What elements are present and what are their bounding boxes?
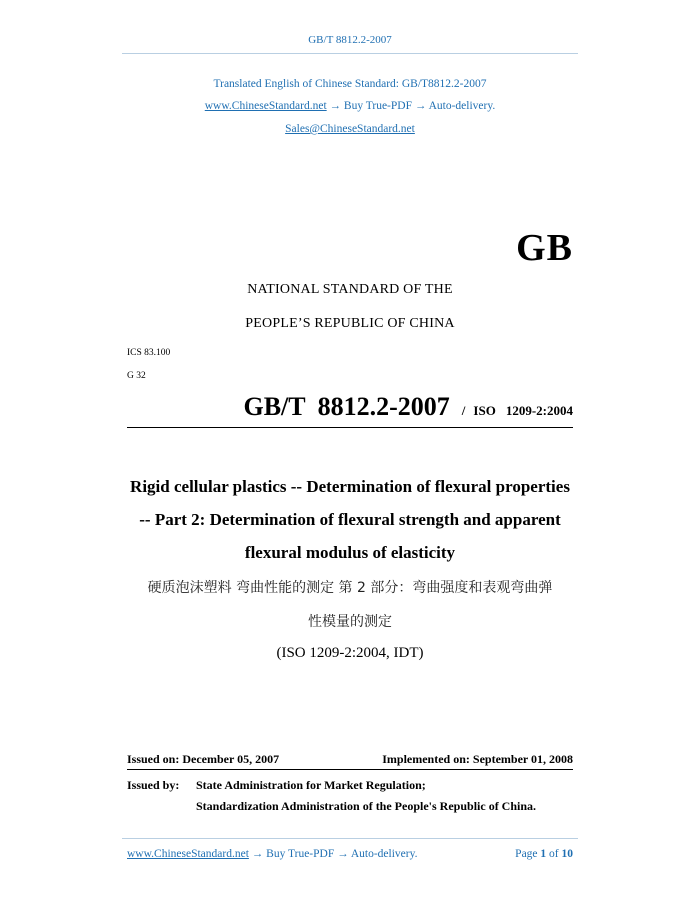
issued-by-label: Issued by: bbox=[127, 778, 180, 792]
implemented-on-date: Implemented on: September 01, 2008 bbox=[382, 752, 573, 766]
dates-rule bbox=[127, 769, 573, 770]
promo-email-link[interactable]: Sales@ChineseStandard.net bbox=[285, 123, 415, 135]
footer-buy-text: → Buy True-PDF → Auto-delivery. bbox=[248, 848, 418, 860]
header-standard-code: GB/T 8812.2-2007 bbox=[308, 34, 392, 46]
promo-email-row bbox=[0, 123, 700, 135]
chinese-title-line1: 硬质泡沫塑料 弯曲性能的测定 第 2 部分：弯曲强度和表观弯曲弹 bbox=[147, 580, 553, 596]
standard-prefix: GB/T bbox=[243, 392, 306, 421]
national-standard-line2: PEOPLE’S REPUBLIC OF CHINA bbox=[245, 316, 455, 331]
page-of-label: of bbox=[549, 848, 559, 860]
ccs-code: G 32 bbox=[127, 371, 146, 381]
national-standard-line1: NATIONAL STANDARD OF THE bbox=[247, 282, 453, 297]
promo-buy-text: → Buy True-PDF → Auto-delivery. bbox=[326, 100, 496, 112]
standard-number-value: 8812.2-2007 bbox=[317, 392, 450, 421]
ics-code: ICS 83.100 bbox=[127, 348, 171, 358]
title-line2: -- Part 2: Determination of flexural strength and apparent bbox=[139, 510, 561, 529]
chinese-title-line2: 性模量的测定 bbox=[308, 614, 392, 630]
standard-number bbox=[243, 392, 573, 422]
page-total: 10 bbox=[561, 848, 573, 860]
promo-links bbox=[0, 100, 700, 112]
page-current: 1 bbox=[540, 848, 547, 860]
header-rule bbox=[122, 53, 578, 54]
iso-prefix: ISO bbox=[473, 403, 496, 418]
title-line3: flexural modulus of elasticity bbox=[244, 543, 456, 562]
gb-logo-mark: GB bbox=[516, 227, 573, 269]
issued-on-date: Issued on: December 05, 2007 bbox=[127, 752, 280, 766]
issuer-line1: State Administration for Market Regulation; bbox=[196, 778, 426, 792]
page-label: Page bbox=[515, 848, 538, 860]
iso-number: 1209-2:2004 bbox=[505, 403, 573, 418]
title-rule bbox=[127, 427, 573, 428]
issuer-line2: Standardization Administration of the People's Republic of China. bbox=[196, 799, 537, 813]
footer-links bbox=[127, 848, 417, 860]
promo-site-link[interactable]: www.ChineseStandard.net bbox=[204, 100, 327, 112]
title-line1: Rigid cellular plastics -- Determination of flexural properties bbox=[130, 477, 570, 496]
footer-rule bbox=[122, 838, 578, 839]
standard-slash: / bbox=[461, 403, 466, 418]
page-indicator bbox=[515, 848, 573, 860]
promo-line: Translated English of Chinese Standard: GB/T8812.2-2007 bbox=[213, 78, 487, 90]
iso-equivalence: (ISO 1209-2:2004, IDT) bbox=[276, 645, 424, 661]
footer-site-link[interactable]: www.ChineseStandard.net bbox=[127, 848, 249, 860]
